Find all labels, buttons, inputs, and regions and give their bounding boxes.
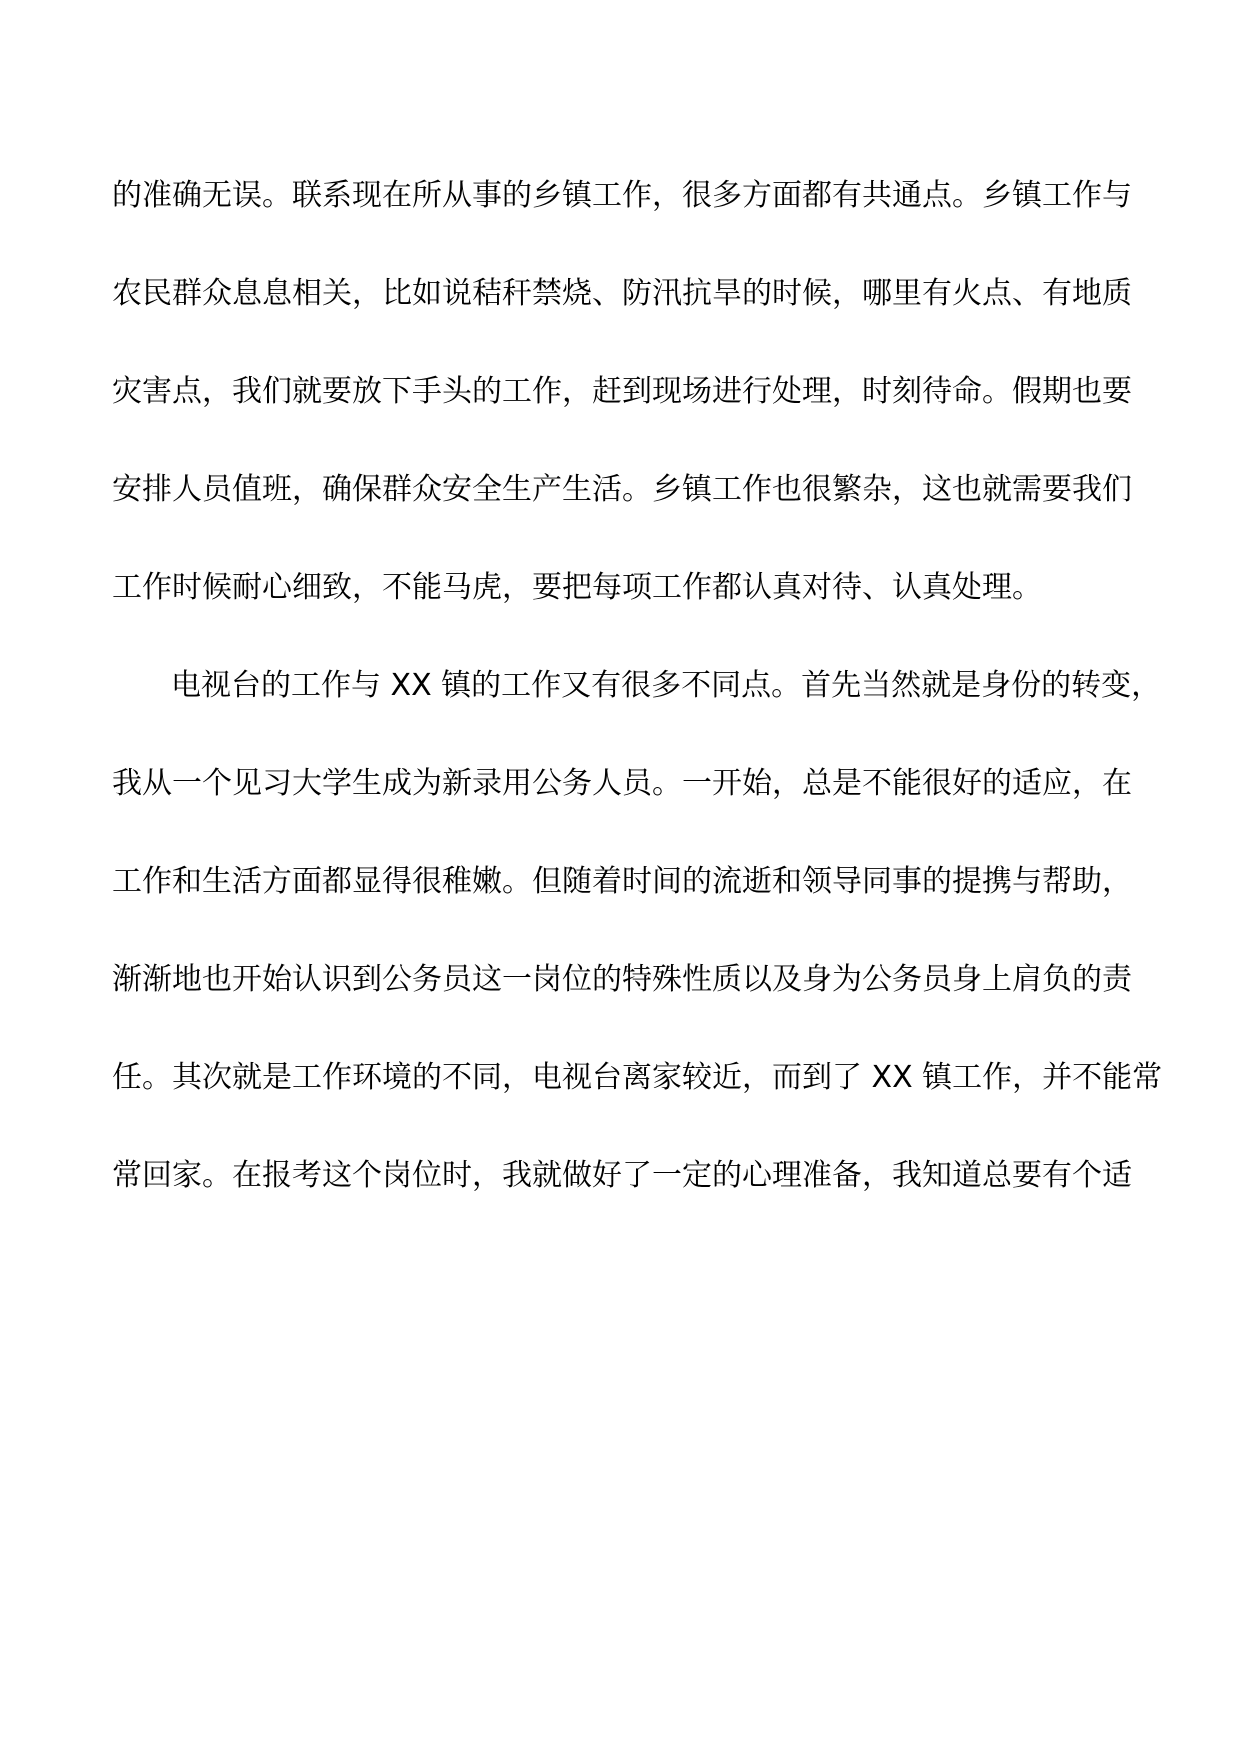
paragraph-2-line-5: 任。其次就是工作环境的不同，电视台离家较近，而到了 XX 镇工作，并不能常 — [112, 1060, 1163, 1095]
paragraph-1-line-5: 工作时候耐心细致，不能马虎，要把每项工作都认真对待、认真处理。 — [112, 570, 1042, 605]
paragraph-1-line-4: 安排人员值班，确保群众安全生产生活。乡镇工作也很繁杂，这也就需要我们 — [112, 472, 1132, 507]
paragraph-1-line-2: 农民群众息息相关，比如说秸秆禁烧、防汛抗旱的时候，哪里有火点、有地质 — [112, 276, 1132, 311]
paragraph-2-line-3: 工作和生活方面都显得很稚嫩。但随着时间的流逝和领导同事的提携与帮助， — [112, 864, 1132, 899]
paragraph-2-line-4: 渐渐地也开始认识到公务员这一岗位的特殊性质以及身为公务员身上肩负的责 — [112, 962, 1132, 997]
paragraph-2-line-1: 电视台的工作与 XX 镇的工作又有很多不同点。首先当然就是身份的转变， — [171, 668, 1162, 703]
paragraph-1-line-1: 的准确无误。联系现在所从事的乡镇工作，很多方面都有共通点。乡镇工作与 — [112, 178, 1132, 213]
paragraph-1-line-3: 灾害点，我们就要放下手头的工作，赶到现场进行处理，时刻待命。假期也要 — [112, 374, 1132, 409]
paragraph-2-line-6: 常回家。在报考这个岗位时，我就做好了一定的心理准备，我知道总要有个适 — [112, 1158, 1132, 1193]
paragraph-2-line-2: 我从一个见习大学生成为新录用公务人员。一开始，总是不能很好的适应，在 — [112, 766, 1132, 801]
